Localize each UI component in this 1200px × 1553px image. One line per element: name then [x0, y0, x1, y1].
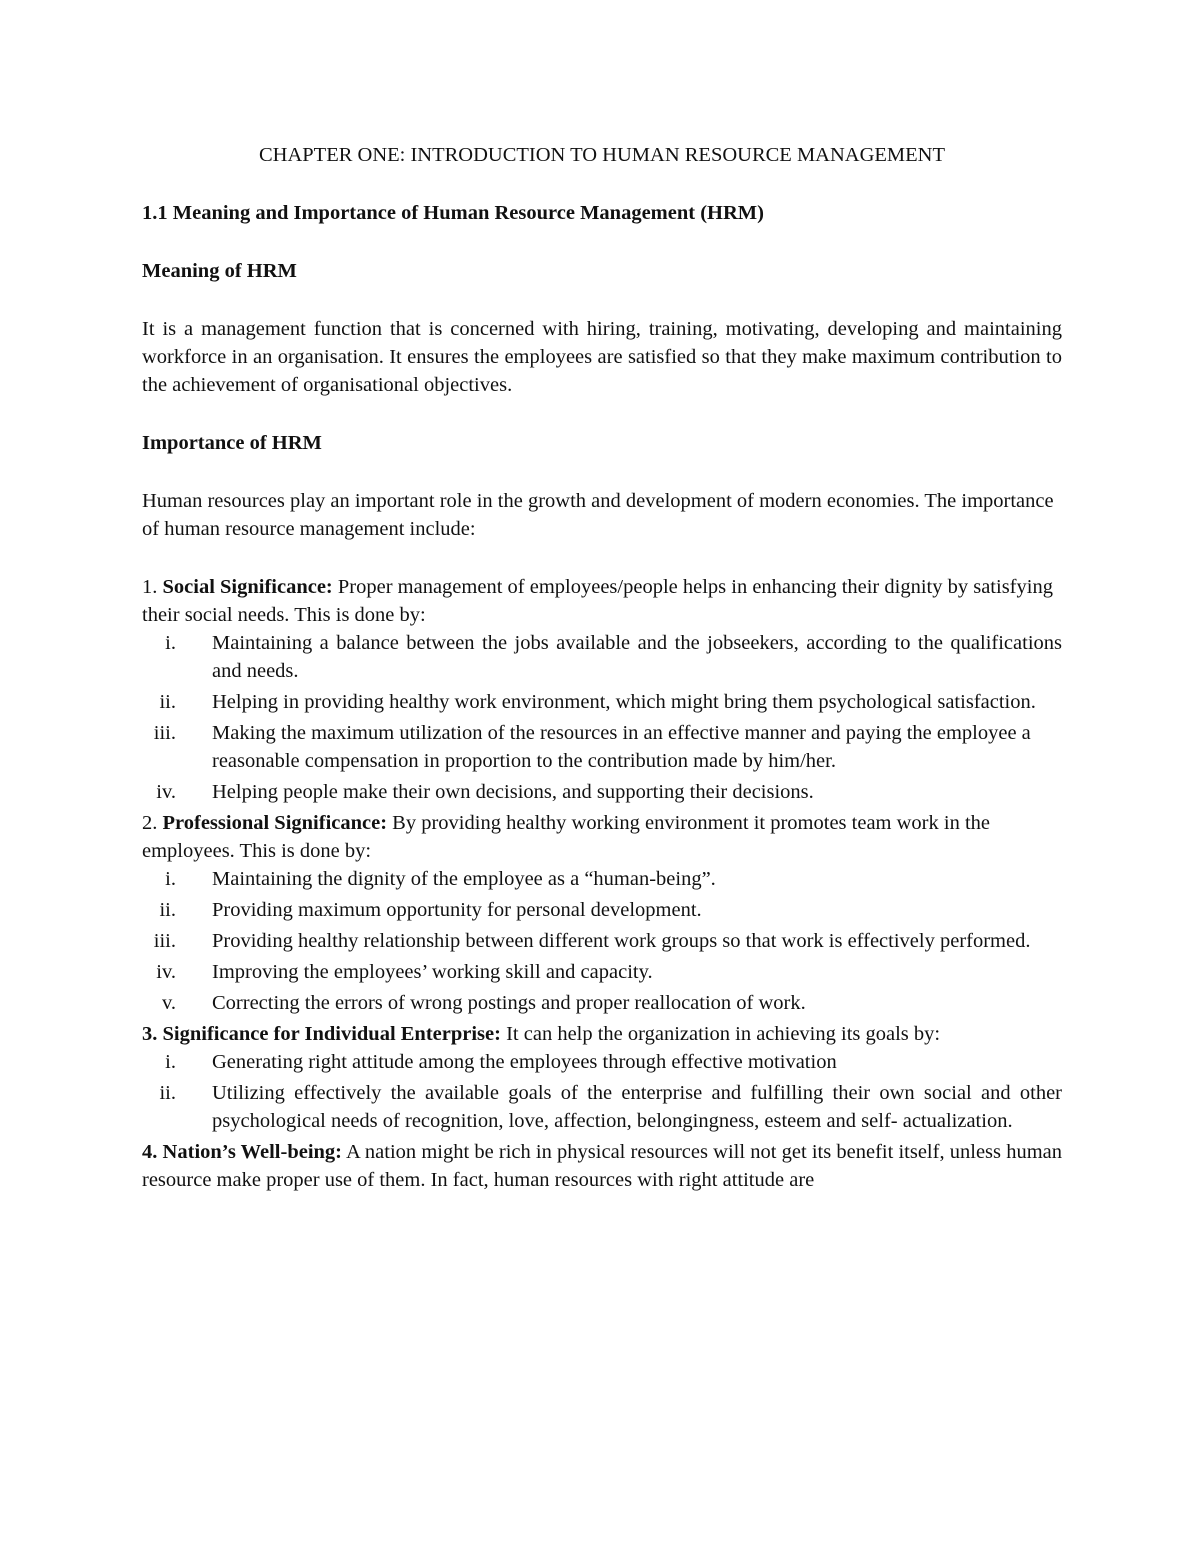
enterprise-list	[142, 1048, 1062, 1135]
professional-text: By providing healthy working environment it promotes team work in the employees. This is done by:	[142, 812, 990, 862]
list-item-text: Providing maximum opportunity for personal development.	[212, 899, 702, 921]
list-item-number: i.	[165, 632, 176, 654]
list-item-number: ii.	[159, 1082, 176, 1104]
professional-title: Professional Significance:	[162, 812, 388, 834]
list-item-text: Maintaining a balance between the jobs available and the jobseekers, according to the qualifications and needs.	[212, 632, 1062, 682]
list-item	[142, 1048, 1062, 1076]
list-item-text: Maintaining the dignity of the employee as a “human-being”.	[212, 868, 716, 890]
list-item-text: Correcting the errors of wrong postings and proper reallocation of work.	[212, 992, 806, 1014]
list-item-number: iii.	[153, 930, 176, 952]
list-item-number: ii.	[159, 899, 176, 921]
list-item-text: Utilizing effectively the available goals of the enterprise and fulfilling their own social and other psychological needs of recognition, love, affection, belongingness, esteem and self- actualization.	[212, 1082, 1062, 1132]
chapter-title: CHAPTER ONE: INTRODUCTION TO HUMAN RESOURCE MANAGEMENT	[259, 144, 945, 166]
list-item-number: iv.	[156, 961, 176, 983]
nation-text: A nation might be rich in physical resources will not get its benefit itself, unless human resource make proper use of them. In fact, human resources with right attitude are	[142, 1141, 1062, 1191]
professional-significance-paragraph	[142, 809, 1062, 865]
list-item	[142, 896, 1062, 924]
social-text: Proper management of employees/people helps in enhancing their dignity by satisfying their social needs. This is done by:	[142, 576, 1053, 626]
section-heading: 1.1 Meaning and Importance of Human Resource Management (HRM)	[142, 202, 764, 224]
list-item	[142, 688, 1062, 716]
list-item	[142, 989, 1062, 1017]
list-item-number: i.	[165, 1051, 176, 1073]
list-item	[142, 1079, 1062, 1135]
importance-intro: Human resources play an important role in the growth and development of modern economies. The importance of human resource management include:	[142, 490, 1054, 540]
professional-list	[142, 865, 1062, 1017]
list-item-number: v.	[161, 992, 176, 1014]
list-item	[142, 927, 1062, 955]
social-list	[142, 629, 1062, 806]
social-title: Social Significance:	[162, 576, 333, 598]
list-item	[142, 719, 1062, 775]
list-item-text: Making the maximum utilization of the resources in an effective manner and paying the employee a reasonable compensation in proportion to the contribution made by him/her.	[212, 722, 1031, 772]
list-item-number: ii.	[159, 691, 176, 713]
nation-wellbeing-paragraph	[142, 1138, 1062, 1194]
meaning-heading: Meaning of HRM	[142, 260, 297, 282]
page-content	[142, 141, 1062, 1194]
list-item	[142, 958, 1062, 986]
list-item-text: Helping people make their own decisions, and supporting their decisions.	[212, 781, 814, 803]
list-item-text: Providing healthy relationship between different work groups so that work is effectively performed.	[212, 930, 1031, 952]
enterprise-title: 3. Significance for Individual Enterprise:	[142, 1023, 501, 1045]
meaning-paragraph: It is a management function that is concerned with hiring, training, motivating, developing and maintaining workforce in an organisation. It ensures the employees are satisfied so that they make maximum contribution to the achievement of organisational objectives.	[142, 318, 1062, 396]
list-item-number: iv.	[156, 781, 176, 803]
list-item-text: Helping in providing healthy work environment, which might bring them psychological satisfaction.	[212, 691, 1036, 713]
enterprise-text: It can help the organization in achieving its goals by:	[500, 1023, 941, 1045]
list-item	[142, 629, 1062, 685]
nation-title: 4. Nation’s Well-being:	[142, 1141, 342, 1163]
list-item-number: iii.	[153, 722, 176, 744]
importance-heading: Importance of HRM	[142, 432, 322, 454]
social-number: 1.	[142, 576, 163, 598]
professional-number: 2.	[142, 812, 163, 834]
list-item	[142, 778, 1062, 806]
list-item-text: Improving the employees’ working skill and capacity.	[212, 961, 653, 983]
enterprise-significance-paragraph	[142, 1020, 1062, 1048]
list-item-number: i.	[165, 868, 176, 890]
social-significance-paragraph	[142, 573, 1062, 629]
list-item-text: Generating right attitude among the employees through effective motivation	[212, 1051, 837, 1073]
list-item	[142, 865, 1062, 893]
